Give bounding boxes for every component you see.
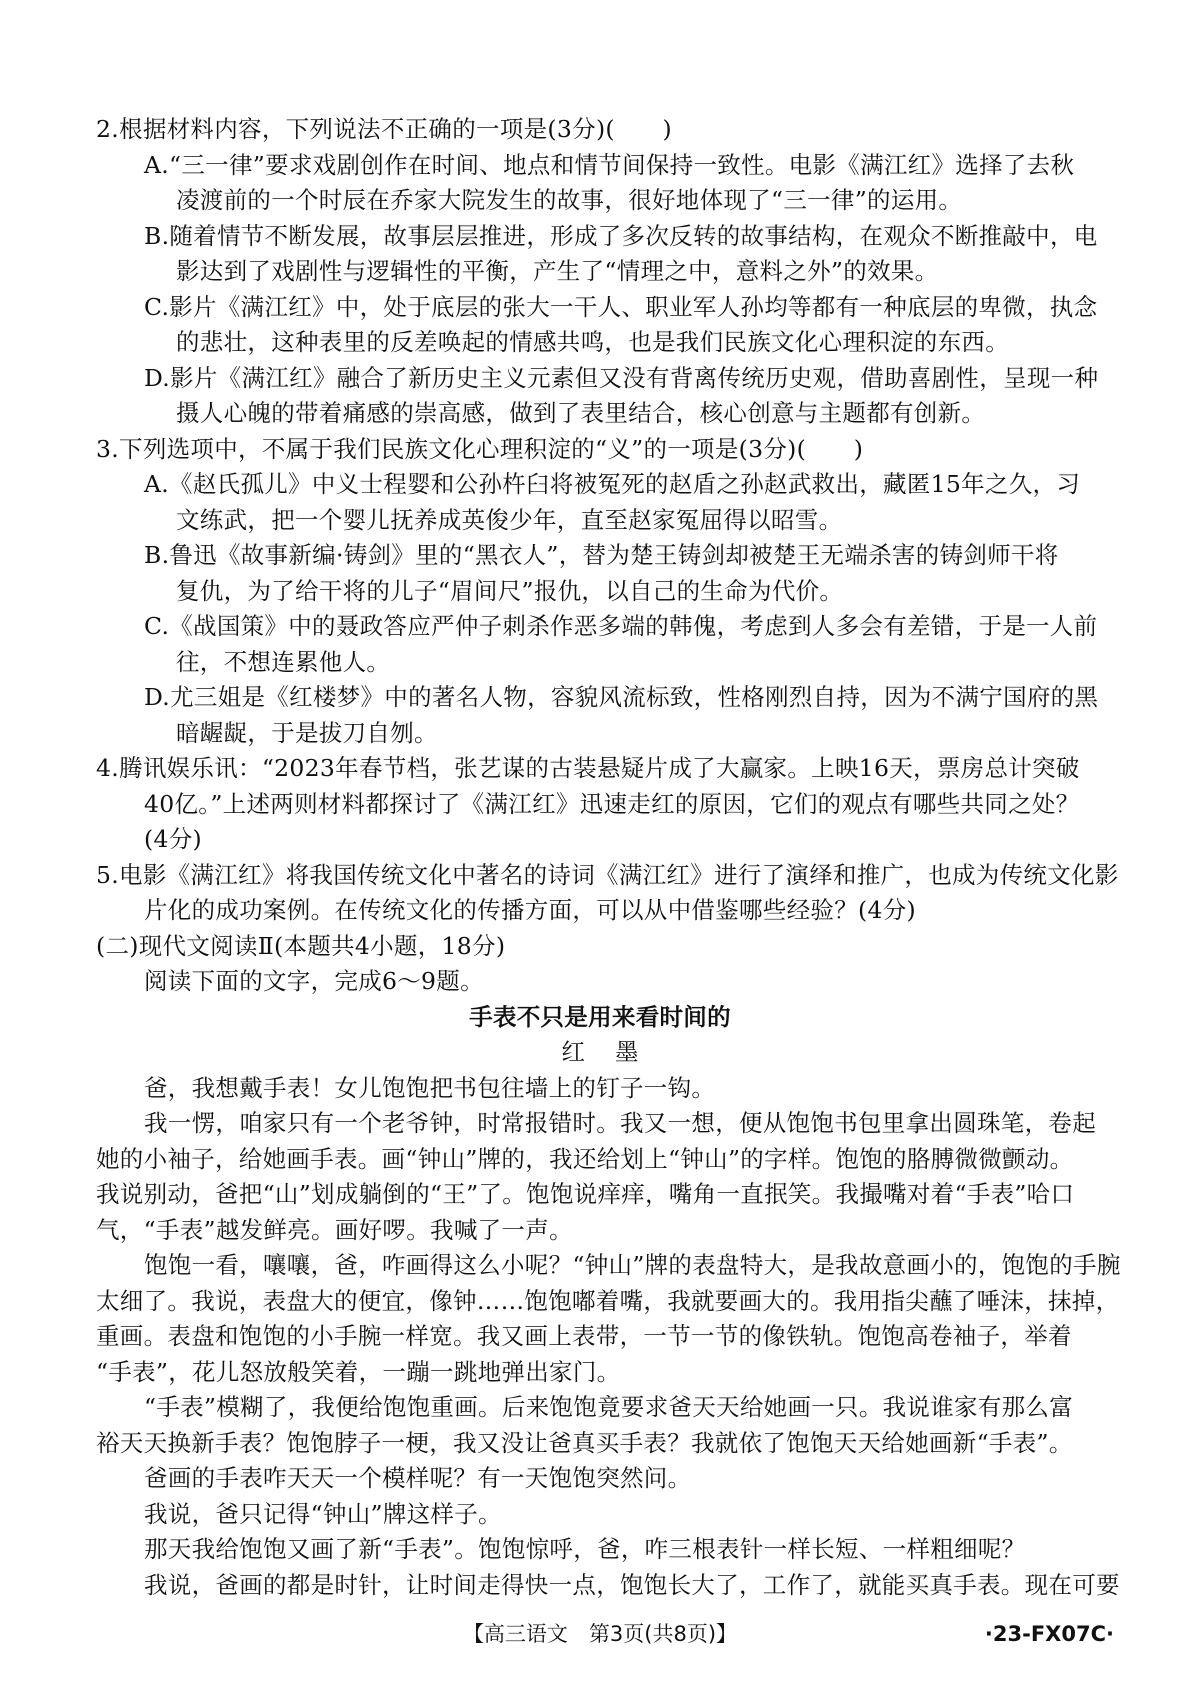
text-line: 4.腾讯娱乐讯：“2023年春节档，张艺谋的古装悬疑片成了大赢家。上映16天，票房总计突破: [96, 754, 1080, 782]
text-line: B.鲁迅《故事新编·铸剑》里的“黑衣人”，替为楚王铸剑却被楚王无端杀害的铸剑师干将: [144, 541, 1059, 569]
text-line: 我说别动，爸把“山”划成躺倒的“王”了。饱饱说痒痒，嘴角一直抿笑。我撮嘴对着“手表”哈口: [96, 1180, 1075, 1208]
text-line: 红墨: [561, 1038, 669, 1066]
text-line: 阅读下面的文字，完成6～9题。: [144, 967, 484, 995]
text-line: D.影片《满江红》融合了新历史主义元素但又没有背离传统历史观，借助喜剧性，呈现一种: [144, 363, 1099, 392]
text-line: 摄人心魄的带着痛感的崇高感，做到了表里结合，核心创意与主题都有创新。: [176, 399, 986, 427]
text-line: 我说，爸只记得“钟山”牌这样子。: [144, 1499, 502, 1528]
text-line: 40亿。”上述两则材料都探讨了《满江红》迅速走红的原因，它们的观点有哪些共同之处？: [144, 789, 1080, 818]
text-line: A.“三一律”要求戏剧创作在时间、地点和情节间保持一致性。电影《满江红》选择了去秋: [144, 150, 1075, 179]
text-line: 影达到了戏剧性与逻辑性的平衡，产生了“情理之中，意料之外”的效果。: [176, 257, 939, 285]
text-line: 爸，我想戴手表！女儿饱饱把书包往墙上的钉子一钩。: [144, 1073, 716, 1102]
text-line: 复仇，为了给干将的儿子“眉间尺”报仇，以自己的生命为代价。: [176, 576, 844, 605]
text-line: 片化的成功案例。在传统文化的传播方面，可以从中借鉴哪些经验？(4分): [144, 896, 916, 924]
text-line: 太细了。我说，表盘大的便宜，像钟……饱饱嘟着嘴，我就要画大的。我用指尖蘸了唾沫，抹掉，: [96, 1286, 1120, 1315]
text-line: “手表”，花儿怒放般笑着，一蹦一跳地弹出家门。: [96, 1357, 621, 1386]
text-line: C.影片《满江红》中，处于底层的张大一干人、职业军人孙均等都有一种底层的卑微，执念: [144, 292, 1098, 321]
text-line: 重画。表盘和饱饱的小手腕一样宽。我又画上表带，一节一节的像铁轨。饱饱高卷袖子，举着: [96, 1322, 1072, 1350]
text-line: 暗龌龊，于是拔刀自刎。: [176, 718, 438, 747]
text-line: 她的小袖子，给她画手表。画“钟山”牌的，我还给划上“钟山”的字样。饱饱的胳膊微微颤动。: [96, 1144, 1074, 1173]
text-line: 文练武，把一个婴儿抚养成英俊少年，直至赵家冤屈得以昭雪。: [176, 505, 843, 534]
page-footer: [0, 1614, 1200, 1654]
text-line: “手表”模糊了，我便给饱饱重画。后来饱饱竟要求爸天天给她画一只。我说谁家有那么富: [144, 1393, 1074, 1421]
text-line: (二)现代文阅读Ⅱ(本题共4小题，18分): [96, 931, 506, 960]
text-line: 往，不想连累他人。: [176, 647, 391, 676]
text-line: 2.根据材料内容，下列说法不正确的一项是(3分)( ): [96, 115, 672, 143]
text-line: 气，“手表”越发鲜亮。画好啰。我喊了一声。: [96, 1215, 573, 1244]
text-line: (4分): [144, 825, 202, 853]
text-line: 手表不只是用来看时间的: [469, 1002, 731, 1031]
text-line: 3.下列选项中，不属于我们民族文化心理积淀的“义”的一项是(3分)( ): [96, 434, 864, 463]
text-line: D.尤三姐是《红楼梦》中的著名人物，容貌风流标致，性格刚烈自持，因为不满宁国府的黑: [144, 683, 1099, 711]
text-line: B.随着情节不断发展，故事层层推进，形成了多次反转的故事结构，在观众不断推敲中，电: [144, 221, 1098, 250]
text-line: 凌渡前的一个时辰在乔家大院发生的故事，很好地体现了“三一律”的运用。: [176, 186, 963, 214]
text-line: A.《赵氏孤儿》中义士程婴和公孙杵臼将被冤死的赵盾之孙赵武救出，藏匿15年之久，习: [144, 470, 1081, 498]
text-line: 5.电影《满江红》将我国传统文化中著名的诗词《满江红》进行了演绎和推广，也成为传统文化影: [96, 860, 1119, 889]
page-number-info: 【高三语文 第3页(共8页)】: [462, 1622, 738, 1646]
text-line: 那天我给饱饱又画了新“手表”。饱饱惊呼，爸，咋三根表针一样长短、一样粗细呢？: [144, 1535, 1026, 1563]
text-line: 裕天天换新手表？饱饱脖子一梗，我又没让爸真买手表？我就依了饱饱天天给她画新“手表”。: [96, 1428, 1073, 1457]
page-content: [96, 112, 1121, 1603]
text-line: 饱饱一看，嚷嚷，爸，咋画得这么小呢？“钟山”牌的表盘特大，是我故意画小的，饱饱的手腕: [144, 1251, 1121, 1279]
text-line: 我一愣，咱家只有一个老爷钟，时常报错时。我又一想，便从饱饱书包里拿出圆珠笔，卷起: [144, 1109, 1096, 1137]
text-line: 爸画的手表咋天天一个模样呢？有一天饱饱突然问。: [144, 1464, 692, 1492]
text-line: 的悲壮，这种表里的反差唤起的情感共鸣，也是我们民族文化心理积淀的东西。: [176, 328, 1009, 356]
exam-code: ·23-FX07C·: [984, 1622, 1114, 1646]
text-line: 我说，爸画的都是时针，让时间走得快一点，饱饱长大了，工作了，就能买真手表。现在可要: [144, 1570, 1120, 1599]
text-line: C.《战国策》中的聂政答应严仲子刺杀作恶多端的韩傀，考虑到人多会有差错，于是一人前: [144, 612, 1098, 640]
